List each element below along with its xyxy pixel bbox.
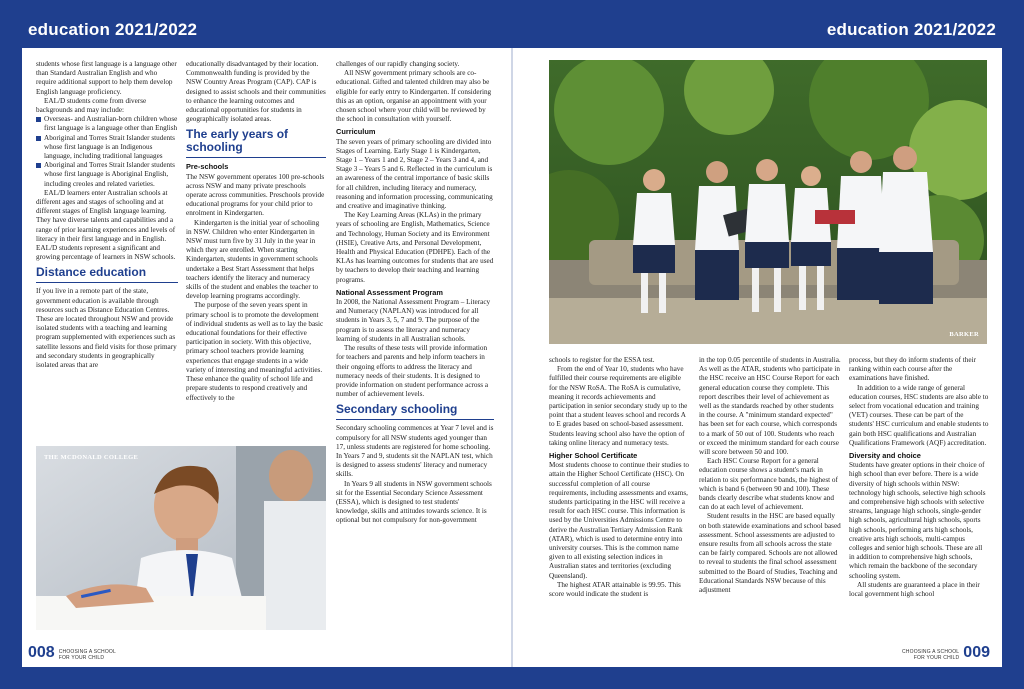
paragraph: If you live in a remote part of the state, government education is available through resources such as Distance Education Centres. These are located throughout NSW and provide isolated students with a teaching and learning program supplemented with experiences such as satellite lessons and field visits for those primary and secondary students in geographically isolated areas that are [36,287,177,370]
hsc-subheading: Higher School Certificate [549,451,638,461]
left-header-title: education 2021/2022 [28,20,198,39]
left-column-1 [36,60,178,370]
footer-line: CHOOSING A SCHOOL [58,649,117,655]
paragraph: In 2008, the National Assessment Program – Literacy and Numeracy (NAPLAN) was introduced for all students in Years 3, 5, 7 and 9. The purpose of the program is to assess the literacy and numeracy learning of students in all Australian schools. [336,298,491,343]
paragraph: From the end of Year 10, students who have fulfilled their course requirements are eligible for the NSW RoSA. The RoSA is cumulative, meaning it records achievements and participation in senior secondary study up to the point that a student leaves school and records A to E grades based on school-based assessment. Students leaving school also have the option of taking online literacy and numeracy tests. [549,365,688,447]
students-garden-photo [549,60,987,344]
right-page [513,48,1002,667]
naplan-subheading: National Assessment Program [336,287,443,297]
page-number: 009 [963,644,990,661]
list-item: Aboriginal and Torres Strait Islander students whose first language is Aboriginal English, including creoles and related varieties. [36,161,178,189]
student-writing-illustration [36,446,326,630]
paragraph: Student results in the HSC are based equally on both statewide examinations and school based assessment. School assessments are adjusted to ensure results from all schools across the state can be fairly compared. Schools are not allowed to reveal to students the final school assessment submitted to the Board of Studies, Teaching and Educational Standards NSW because of this adjustment [699,512,841,595]
paragraph: Secondary schooling commences at Year 7 level and is compulsory for all NSW students aged younger than 17, unless students are registered for home schooling. In Years 7 and 9, students sit the NAPLAN test, which is designed to assess students' literacy and numeracy skills. [336,424,494,479]
right-column-2 [699,356,841,595]
left-column-3 [336,60,494,526]
left-column-2 [186,60,326,403]
paragraph: educationally disadvantaged by their location. Commonwealth funding is provided by the NSW Country Areas Program (CAP). CAP is designed to assist schools and their communities to enhance the learning outcomes and educational opportunities for students in geographically isolated areas. [186,60,326,124]
diversity-subheading: Diversity and choice [849,451,921,461]
paragraph: students whose first language is a language other than Standard Australian English and who require additional support to help them develop English language proficiency. [36,60,177,96]
student-writing-photo [36,446,326,630]
paragraph: Each HSC Course Report for a general education course shows a student's mark in relation to six performance bands, the highest of which is band 6 (between 90 and 100). These bands clearly describe what students know and can do at each level of achievement. [699,457,838,512]
footer-label [59,650,116,661]
paragraph: challenges of our rapidly changing society. [336,60,460,68]
list-item: Aboriginal and Torres Strait Islander students whose first language is an Indigenous language, including traditional languages [36,134,178,162]
paragraph: In Years 9 all students in NSW government schools sit for the Essential Secondary Science Assessment (ESSA), which is designed to test students' knowledge, skills and attitudes towards science. It is optional but not compulsory for non-government [336,479,492,525]
left-page [22,48,511,667]
right-column-1 [549,356,691,599]
paragraph: Most students choose to continue their studies to attain the Higher School Certificate (HSC). On successful completion of all course requirements, including assessments and exams, students participating in the HSC will receive a result for each HSC course. This information is used by the Universities Admissions Centre to derive the Australian Tertiary Admission Rank (ATAR), which is used to determine entry into university courses. This is the common name given to all existing selection indices in Australian states and territories (excluding Queensland). [549,461,689,580]
paragraph: Students have greater options in their choice of high school than ever before. There is a wide diversity of high schools within NSW: technology high schools, selective high schools and comprehensive high schools with selective streams, language high schools, single-gender high schools, agricultural high schools, sports high schools, performing arts high schools, creative arts high schools, multi-campus colleges and senior high schools. These are all in addition to comprehensive high schools, which remain the backbone of the secondary schooling system. [849,461,986,580]
preschools-subheading: Pre-schools [186,162,229,172]
paragraph: The purpose of the seven years spent in primary school is to promote the development of individual students as well as to lay the basic educational foundations for their effective participation in society. With this objective, primary school teachers provide learning experiences that engage students in a wide variety of interesting and meaningful activities. These enhance the quality of school life and prepare students to respond creatively and effectively to the [186,301,324,402]
paragraph: The highest ATAR attainable is 99.95. This score would indicate the student is [549,580,681,599]
paragraph: EAL/D learners enter Australian schools at different ages and stages of schooling and at different stages of English language learning. They have diverse talents and capabilities and a range of prior learning experiences and levels of literacy in their first language and in English. EAL/D students represent a significant and growing percentage of learners in NSW schools. [36,188,176,262]
right-footer [902,645,990,661]
paragraph: All students are guaranteed a place in their local government high school [849,580,980,599]
photo-caption: THE MCDONALD COLLEGE [44,454,139,461]
paragraph: in the top 0.05 percentile of students in Australia. As well as the ATAR, students who participate in the HSC receive an HSC Course Report for each general education course they complete. This report describes their level of achievement as well as the standards reached by other students in the course. A "minimum standard expected" has been set for each course, which corresponds to a mark of 50 out of 100. Students who reach or exceed the minimum standard for each course will score between 50 and 100. [699,356,841,457]
paragraph: In addition to a wide range of general education courses, HSC students are also able to select from vocational education and training (VET) courses. These can be part of the students' HSC curriculum and enable students to gain both HSC qualifications and Australian Qualifications Framework (AQF) accreditation. [849,383,989,447]
paragraph: EAL/D students come from diverse backgrounds and may include: [36,96,147,115]
paragraph: The seven years of primary schooling are divided into Stages of Learning. Early Stage 1 is Kindergarten, Stage 1 – Years 1 and 2, Stage 2 – Years 3 and 4, and Stage 3 – Years 5 and 6. Reflected in the curriculum is an awareness of the central importance of basic skills for all children, including literacy and numeracy, reasoning and information processing, communicating and creative and imaginative thinking. [336,137,493,211]
paragraph: The results of these tests will provide information for teachers and parents and help inform teachers in their ongoing efforts to address the literacy and numeracy needs of their students. It is designed to provide information on student performance across a number of achievement levels. [336,344,489,399]
left-footer [28,645,116,661]
photo-caption: BARKER [949,331,979,338]
paragraph: schools to register for the ESSA test. [549,356,655,364]
footer-line: CHOOSING A SCHOOL [901,649,960,655]
early-years-heading: The early years of schooling [186,128,326,158]
footer-line: FOR YOUR CHILD [58,654,105,661]
curriculum-subheading: Curriculum [336,127,376,137]
list-item: Overseas- and Australian-born children whose first language is a language other than English [36,115,178,133]
distance-education-heading: Distance education [36,266,178,283]
page-number: 008 [28,644,55,661]
paragraph: The NSW government operates 100 pre-schools across NSW and many private preschools operate across communities. Preschools provide educational programs for your child prior to enrolment in Kindergarten. [186,172,325,218]
paragraph: Kindergarten is the initial year of schooling in NSW. Children who enter Kindergarten in NSW must turn five by 31 July in the year in which they are enrolled. When starting Kindergarten, students in government schools undertake a Best Start Assessment that helps teachers identify the literacy and numeracy skills of the student and enables the teacher to develop learning programs accordingly. [186,218,320,301]
paragraph: process, but they do inform students of their ranking within each course after the examinations have finished. [849,356,976,383]
paragraph: All NSW government primary schools are co-educational. Gifted and talented children may also be eligible for early entry to Kindergarten. If considering this as an option, organise an appointment with your chosen school where your child will be reviewed by the school in consultation with yourself. [336,69,492,124]
right-header-title: education 2021/2022 [826,20,996,39]
bullet-list [36,115,178,189]
footer-line: FOR YOUR CHILD [913,654,960,661]
secondary-schooling-heading: Secondary schooling [336,403,494,420]
right-column-3 [849,356,989,599]
students-garden-illustration [549,60,987,344]
paragraph: The Key Learning Areas (KLAs) in the primary years of schooling are English, Mathematics, Science and Technology, Human Society and its Environment (HSIE), Creative Arts, and Personal Development, Health and Physical Education (PDHPE). Each of the KLAs has learning outcomes for students that are used by teachers to develop their teaching and learning programs. [336,211,494,284]
footer-label [902,650,959,661]
